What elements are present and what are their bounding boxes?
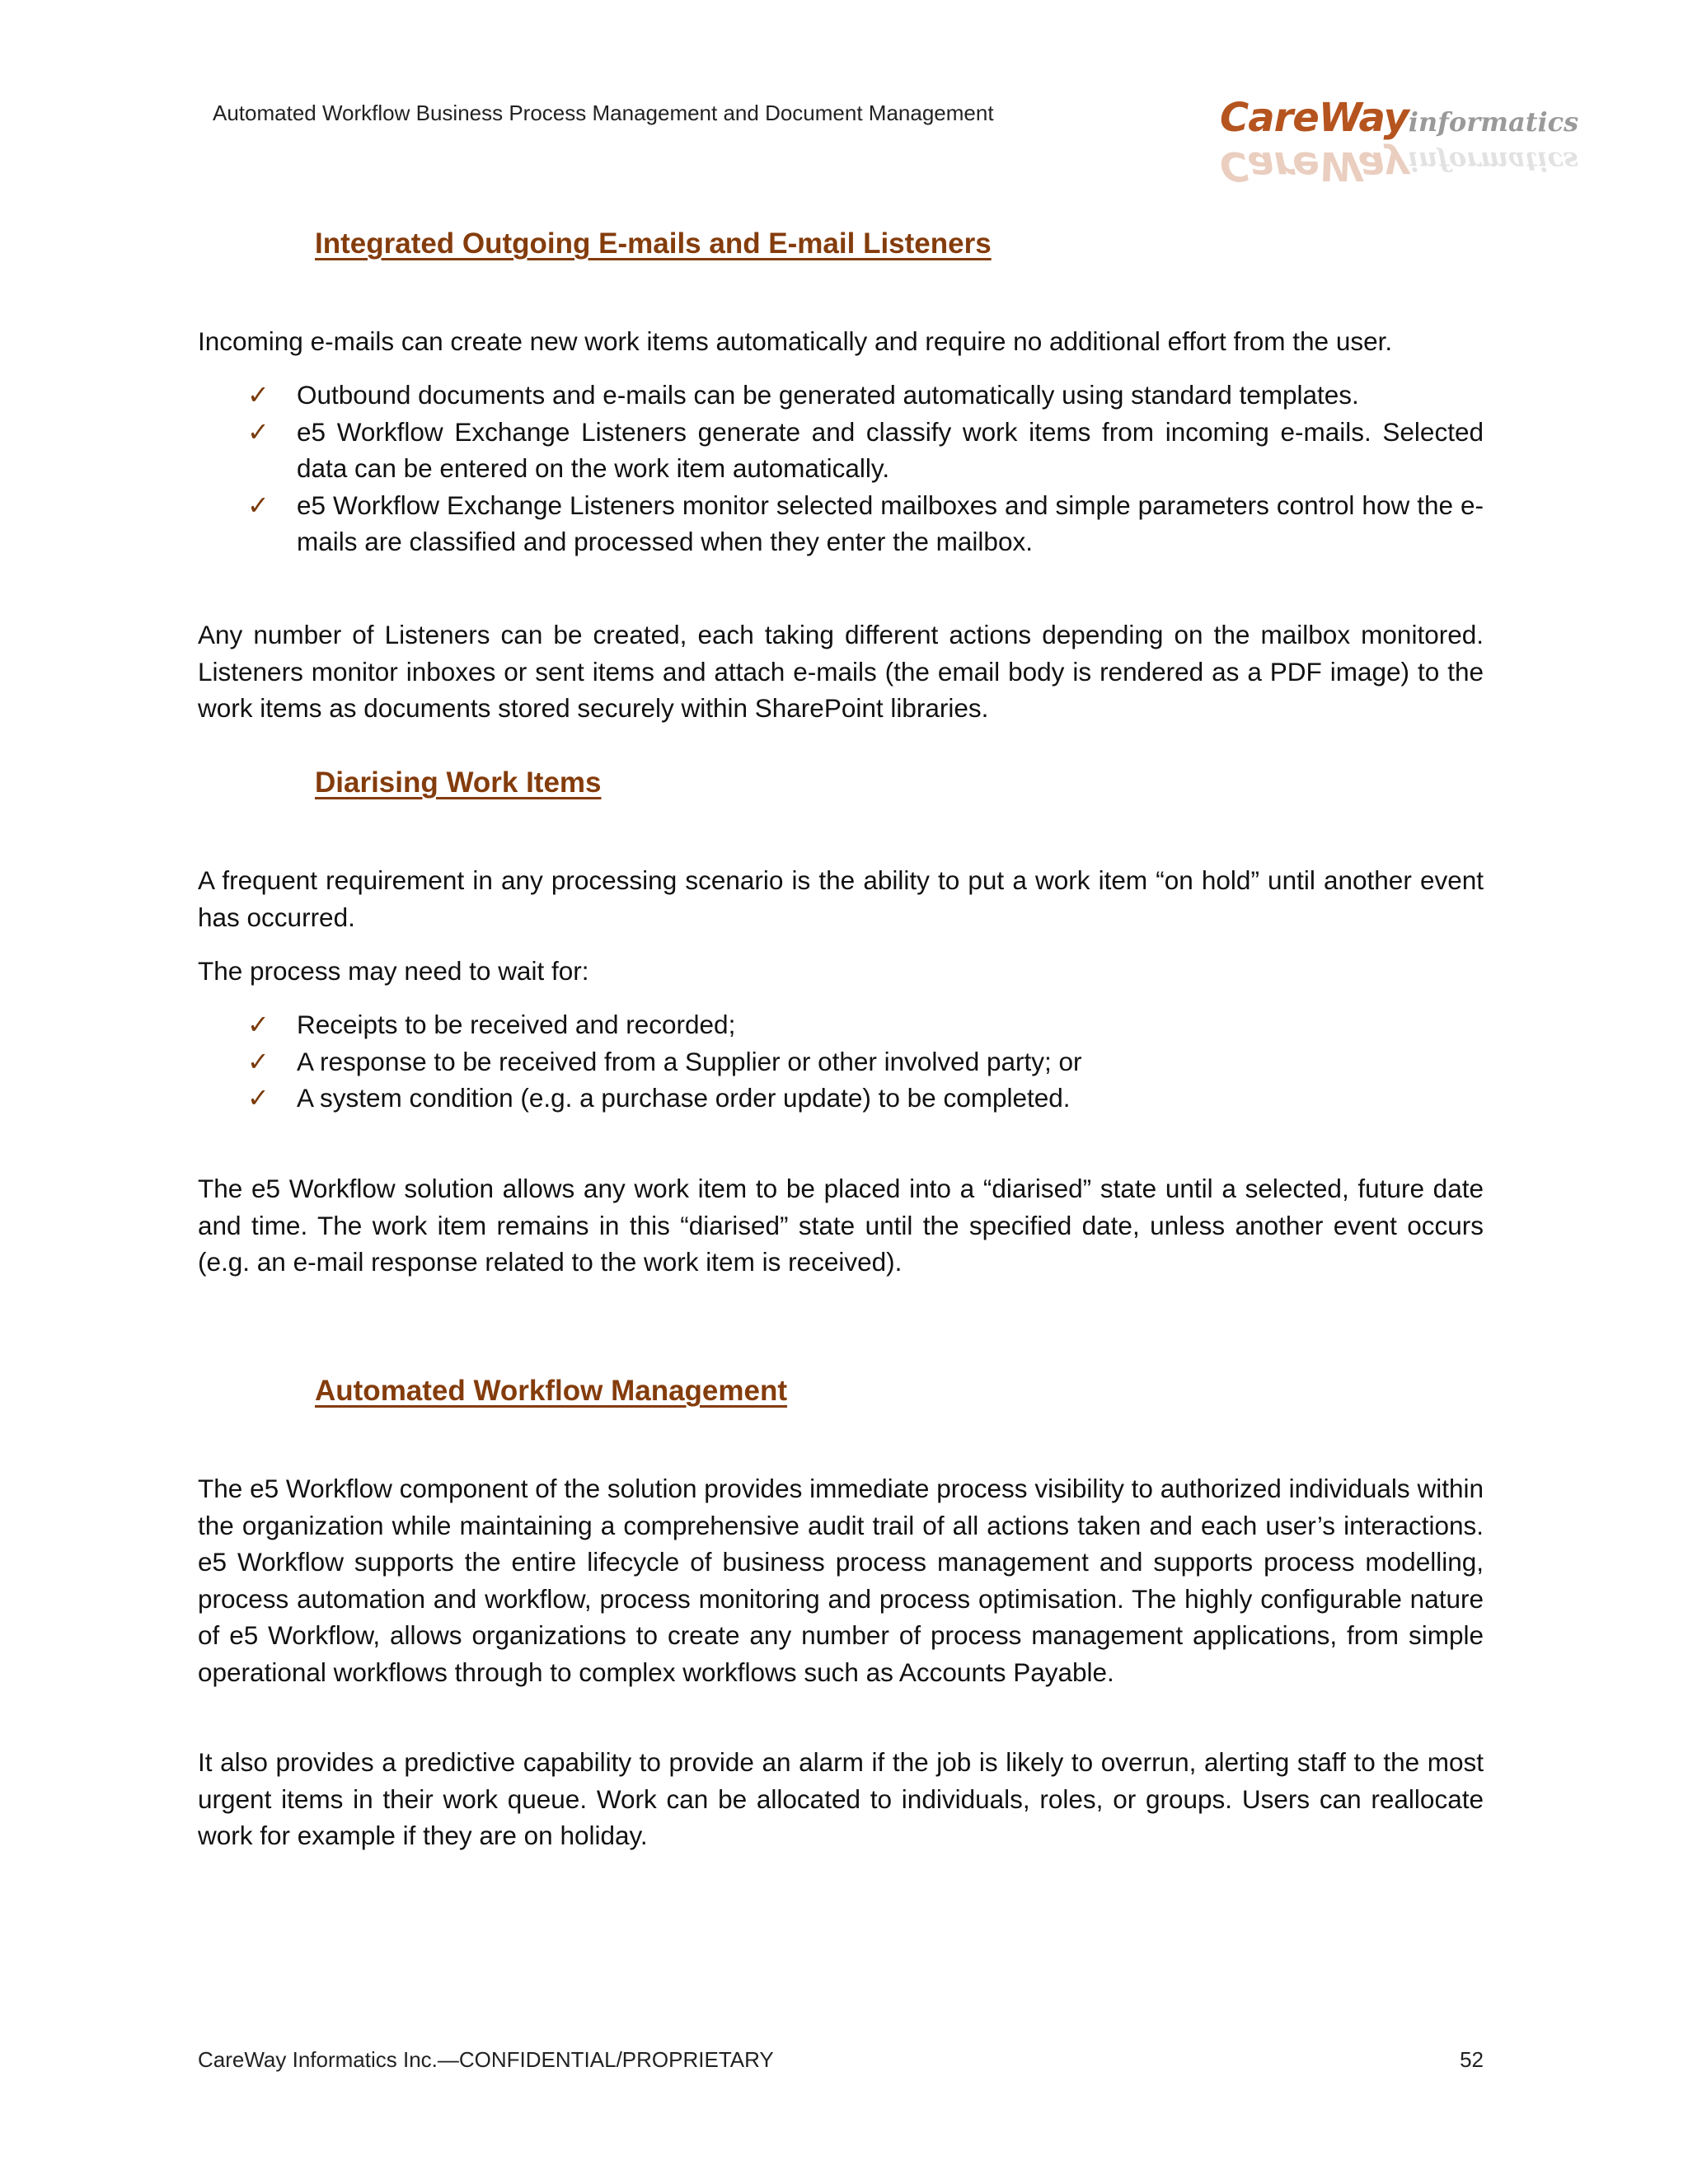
- list-item: ✓ e5 Workflow Exchange Listeners generate and classify work items from incoming e-mails. Selected data can be entered on the work item automatically.: [247, 414, 1484, 487]
- section-body-diarising: The e5 Workflow solution allows any work item to be placed into a “diarised” state until a selected, future date and time. The work item remains in this “diarised” state until the specified date, unless another event occurs (e.g. an e-mail response related to the work item is received).: [198, 1174, 1484, 1277]
- section-lead-diarising: The process may need to wait for:: [198, 956, 589, 986]
- checkmark-icon: ✓: [247, 489, 270, 521]
- section-intro-email: Incoming e-mails can create new work items automatically and require no additional effort from the user.: [198, 326, 1393, 356]
- section-intro-diarising: A frequent requirement in any processing scenario is the ability to put a work item “on hold” until another event has occurred.: [198, 865, 1484, 932]
- checkmark-icon: ✓: [247, 1045, 270, 1077]
- list-item: ✓ Outbound documents and e-mails can be generated automatically using standard templates.: [247, 377, 1484, 414]
- logo-informatics-text: informatics: [1408, 106, 1579, 138]
- bullet-list-diarising: [247, 1006, 1484, 1117]
- checkmark-icon: ✓: [247, 1082, 270, 1113]
- page-header-title: Automated Workflow Business Process Management and Document Management: [213, 101, 994, 125]
- list-item: ✓ A system condition (e.g. a purchase order update) to be completed.: [247, 1080, 1484, 1117]
- section-body-email: Any number of Listeners can be created, each taking different actions depending on the mailbox monitored. Listeners monitor inboxes or sent items and attach e-mails (the email body is rendered as a PDF image) to the work items as documents stored securely within SharePoint libraries.: [198, 620, 1484, 723]
- logo-reflection-careway: CareWay: [1220, 143, 1409, 189]
- careway-logo: [1220, 95, 1582, 189]
- section-title-diarising: Diarising Work Items: [315, 766, 602, 799]
- checkmark-icon: ✓: [247, 415, 270, 448]
- section-title-workflow-management: Automated Workflow Management: [315, 1375, 788, 1407]
- list-item: ✓ Receipts to be received and recorded;: [247, 1006, 1484, 1043]
- page-number: 52: [1460, 2047, 1484, 2072]
- checkmark-icon: ✓: [247, 379, 270, 410]
- section-body-workflow: The e5 Workflow component of the solution provides immediate process visibility to authorized individuals within the organization while maintaining a comprehensive audit trail of all actions taken and each user’s interactions. e5 Workflow supports the entire lifecycle of business process management and supports process modelling, process automation and workflow, process monitoring and process optimisation. The highly configurable nature of e5 Workflow, allows organizations to create any number of process management applications, from simple operational workflows through to complex workflows such as Accounts Payable.: [198, 1474, 1484, 1687]
- list-item: ✓ A response to be received from a Supplier or other involved party; or: [247, 1043, 1484, 1080]
- logo-reflection: [1220, 135, 1579, 189]
- bullet-list-email: [247, 377, 1484, 560]
- list-item: ✓ e5 Workflow Exchange Listeners monitor selected mailboxes and simple parameters control how the e-mails are classified and processed when they enter the mailbox.: [247, 487, 1484, 560]
- section-body2-workflow: It also provides a predictive capability to provide an alarm if the job is likely to overrun, alerting staff to the most urgent items in their work queue. Work can be allocated to individuals, roles, or groups. Users can reallocate work for example if they are on holiday.: [198, 1747, 1484, 1850]
- logo-reflection-informatics: informatics: [1408, 146, 1579, 177]
- section-title-email-listeners: Integrated Outgoing E-mails and E-mail Listeners: [315, 227, 992, 260]
- footer-confidential: CareWay Informatics Inc.—CONFIDENTIAL/PROPRIETARY: [198, 2047, 774, 2072]
- logo-careway-text: CareWay: [1220, 95, 1409, 141]
- checkmark-icon: ✓: [247, 1009, 270, 1040]
